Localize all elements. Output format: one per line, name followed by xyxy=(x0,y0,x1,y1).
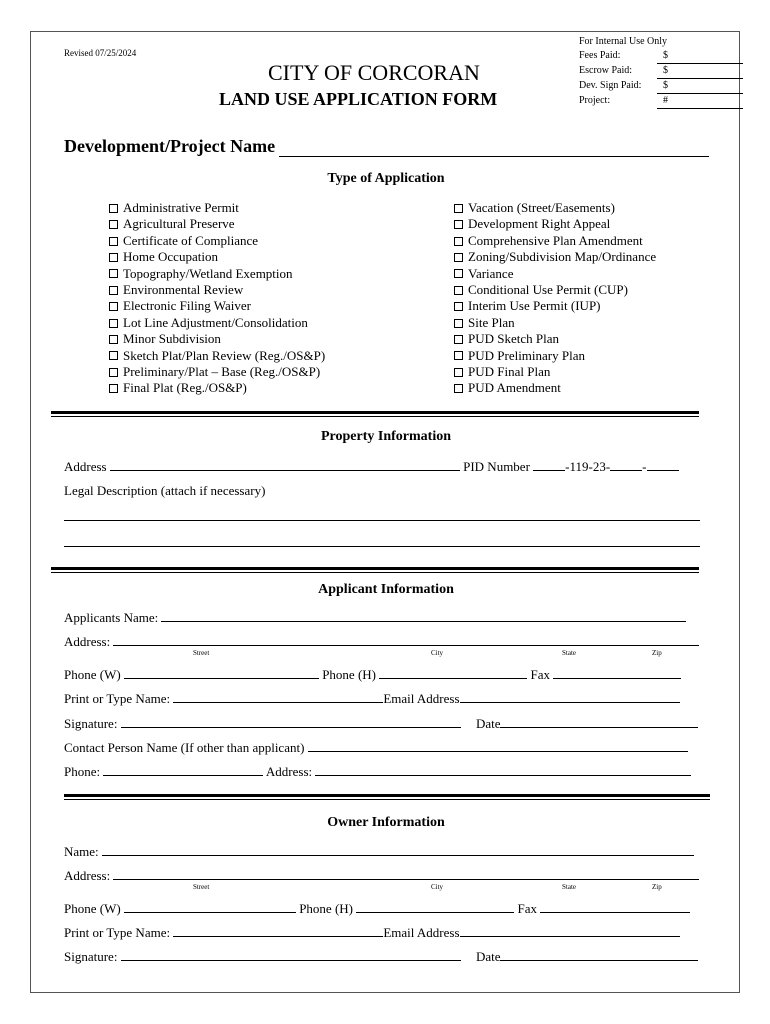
checkbox-item[interactable]: PUD Final Plan xyxy=(454,364,656,380)
owner-name-row xyxy=(64,843,694,860)
owner-date-field[interactable] xyxy=(500,948,698,961)
pid-label: PID Number xyxy=(463,459,530,474)
owner-name-label: Name: xyxy=(64,844,99,859)
applicant-zip-caption: Zip xyxy=(652,649,662,657)
applicant-signature-label: Signature: xyxy=(64,716,118,731)
checkbox-icon[interactable] xyxy=(109,335,118,344)
property-address-label: Address xyxy=(64,459,107,474)
owner-phone-h-field[interactable] xyxy=(356,900,514,913)
checkbox-icon[interactable] xyxy=(454,220,463,229)
owner-city-caption: City xyxy=(431,883,444,891)
checkbox-item[interactable]: Site Plan xyxy=(454,315,656,331)
section-divider xyxy=(51,411,699,417)
checkbox-item[interactable]: PUD Sketch Plan xyxy=(454,331,656,347)
checkbox-item[interactable]: Lot Line Adjustment/Consolidation xyxy=(109,315,325,331)
owner-signature-row xyxy=(64,948,698,965)
contact-person-label: Contact Person Name (If other than applicant) xyxy=(64,740,305,755)
checkbox-icon[interactable] xyxy=(454,204,463,213)
legal-description-line-2[interactable] xyxy=(64,546,700,547)
project-name-label: Development/Project Name xyxy=(64,136,276,156)
section-divider xyxy=(51,567,699,573)
owner-address-label: Address: xyxy=(64,868,111,883)
applicant-date-label: Date xyxy=(475,716,501,731)
owner-state-caption: State xyxy=(562,883,576,891)
owner-zip-caption: Zip xyxy=(652,883,662,891)
applicant-phone-h-field[interactable] xyxy=(379,666,527,679)
checkbox-item[interactable]: Preliminary/Plat – Base (Reg./OS&P) xyxy=(109,364,325,380)
project-number-label: Project: xyxy=(579,95,611,106)
applicant-fax-label: Fax xyxy=(530,667,550,682)
pid-part1-field[interactable] xyxy=(533,458,565,471)
owner-signature-label: Signature: xyxy=(64,949,118,964)
owner-address-field[interactable] xyxy=(113,867,699,880)
owner-street-caption: Street xyxy=(193,883,210,891)
applicant-street-caption: Street xyxy=(193,649,210,657)
checkbox-icon[interactable] xyxy=(109,269,118,278)
owner-phone-row xyxy=(64,900,690,917)
checkbox-icon[interactable] xyxy=(109,368,118,377)
checkbox-item[interactable]: Home Occupation xyxy=(109,249,325,265)
checkbox-item[interactable]: Conditional Use Permit (CUP) xyxy=(454,282,656,298)
checkbox-icon[interactable] xyxy=(109,286,118,295)
checkbox-item[interactable]: Environmental Review xyxy=(109,282,325,298)
pid-part2-field[interactable] xyxy=(610,458,642,471)
application-type-right-column xyxy=(454,200,656,397)
city-title: CITY OF CORCORAN xyxy=(268,60,480,85)
checkbox-icon[interactable] xyxy=(454,319,463,328)
fees-paid-field[interactable]: $ xyxy=(657,49,743,64)
checkbox-item[interactable]: Final Plat (Reg./OS&P) xyxy=(109,380,325,396)
checkbox-icon[interactable] xyxy=(454,286,463,295)
form-title: LAND USE APPLICATION FORM xyxy=(219,89,498,109)
checkbox-item[interactable]: PUD Amendment xyxy=(454,380,656,396)
applicant-phone-h-label: Phone (H) xyxy=(322,667,376,682)
owner-heading: Owner Information xyxy=(327,815,445,830)
contact-person-field[interactable] xyxy=(308,739,688,752)
checkbox-icon[interactable] xyxy=(454,253,463,262)
checkbox-icon[interactable] xyxy=(109,237,118,246)
checkbox-item[interactable]: Agricultural Preserve xyxy=(109,216,325,232)
checkbox-icon[interactable] xyxy=(454,302,463,311)
applicant-fax-field[interactable] xyxy=(553,666,681,679)
checkbox-icon[interactable] xyxy=(109,253,118,262)
checkbox-icon[interactable] xyxy=(109,220,118,229)
applicant-phone-w-field[interactable] xyxy=(124,666,319,679)
applicant-signature-row xyxy=(64,715,698,732)
applicant-print-name-row xyxy=(64,690,680,707)
applicant-print-name-field[interactable] xyxy=(173,690,383,703)
owner-phone-w-label: Phone (W) xyxy=(64,901,121,916)
contact-address-field[interactable] xyxy=(315,763,691,776)
owner-fax-field[interactable] xyxy=(540,900,690,913)
checkbox-item[interactable]: Variance xyxy=(454,266,656,282)
checkbox-icon[interactable] xyxy=(109,319,118,328)
applicant-address-field[interactable] xyxy=(113,633,699,646)
checkbox-item[interactable]: Administrative Permit xyxy=(109,200,325,216)
owner-print-name-label: Print or Type Name: xyxy=(64,925,171,940)
checkbox-icon[interactable] xyxy=(454,269,463,278)
dev-sign-paid-label: Dev. Sign Paid: xyxy=(579,80,642,91)
checkbox-item[interactable]: Zoning/Subdivision Map/Ordinance xyxy=(454,249,656,265)
owner-phone-w-field[interactable] xyxy=(124,900,296,913)
applicant-phone-row xyxy=(64,666,681,683)
escrow-paid-label: Escrow Paid: xyxy=(579,65,633,76)
project-name-field[interactable] xyxy=(279,138,709,157)
checkbox-icon[interactable] xyxy=(109,351,118,360)
legal-description-label: Legal Description (attach if necessary) xyxy=(64,483,266,498)
checkbox-icon[interactable] xyxy=(454,335,463,344)
application-type-heading: Type of Application xyxy=(327,171,445,186)
internal-use-title: For Internal Use Only xyxy=(579,36,668,47)
owner-email-field[interactable] xyxy=(460,924,680,937)
applicant-date-field[interactable] xyxy=(500,715,698,728)
fees-paid-label: Fees Paid: xyxy=(579,50,621,61)
applicant-print-name-label: Print or Type Name: xyxy=(64,691,171,706)
escrow-paid-field[interactable]: $ xyxy=(657,64,743,79)
internal-use-box xyxy=(579,35,743,109)
contact-address-label: Address: xyxy=(265,764,313,779)
property-heading: Property Information xyxy=(321,429,451,444)
applicant-city-caption: City xyxy=(431,649,444,657)
project-name-row xyxy=(64,136,709,157)
owner-fax-label: Fax xyxy=(517,901,537,916)
owner-name-field[interactable] xyxy=(102,843,694,856)
applicant-name-label: Applicants Name: xyxy=(64,610,159,625)
contact-phone-label: Phone: xyxy=(64,764,101,779)
dev-sign-paid-field[interactable]: $ xyxy=(657,79,743,94)
owner-print-name-row xyxy=(64,924,680,941)
pid-part3-field[interactable] xyxy=(647,458,679,471)
applicant-address-label: Address: xyxy=(64,634,111,649)
checkbox-item[interactable]: PUD Preliminary Plan xyxy=(454,348,656,364)
contact-person-row xyxy=(64,739,688,756)
checkbox-icon[interactable] xyxy=(109,302,118,311)
property-address-field[interactable] xyxy=(110,458,460,471)
property-address-row: Address PID Number -119-23- - xyxy=(64,458,679,475)
checkbox-icon[interactable] xyxy=(109,384,118,393)
owner-date-label: Date xyxy=(475,949,501,964)
owner-email-label: Email Address xyxy=(383,925,460,940)
applicant-phone-w-label: Phone (W) xyxy=(64,667,121,682)
checkbox-icon[interactable] xyxy=(454,384,463,393)
owner-signature-field[interactable] xyxy=(121,948,461,961)
checkbox-icon[interactable] xyxy=(454,368,463,377)
owner-phone-h-label: Phone (H) xyxy=(299,901,353,916)
applicant-email-label: Email Address xyxy=(383,691,460,706)
checkbox-item[interactable]: Topography/Wetland Exemption xyxy=(109,266,325,282)
legal-description-line-1[interactable] xyxy=(64,520,700,521)
checkbox-item[interactable]: Minor Subdivision xyxy=(109,331,325,347)
checkbox-icon[interactable] xyxy=(454,351,463,360)
applicant-name-field[interactable] xyxy=(161,609,686,622)
application-type-left-column xyxy=(109,200,325,397)
checkbox-item[interactable]: Certificate of Compliance xyxy=(109,233,325,249)
checkbox-icon[interactable] xyxy=(454,237,463,246)
checkbox-item[interactable]: Electronic Filing Waiver xyxy=(109,298,325,314)
contact-phone-field[interactable] xyxy=(103,763,263,776)
checkbox-item[interactable]: Interim Use Permit (IUP) xyxy=(454,298,656,314)
checkbox-item[interactable]: Comprehensive Plan Amendment xyxy=(454,233,656,249)
applicant-email-field[interactable] xyxy=(460,690,680,703)
checkbox-item[interactable]: Development Right Appeal xyxy=(454,216,656,232)
applicant-heading: Applicant Information xyxy=(318,582,454,597)
applicant-address-row xyxy=(64,633,699,650)
section-divider xyxy=(64,794,710,800)
form-page xyxy=(30,31,740,993)
revised-date: Revised 07/25/2024 xyxy=(64,48,137,58)
checkbox-item[interactable]: Sketch Plat/Plan Review (Reg./OS&P) xyxy=(109,348,325,364)
project-number-field[interactable]: # xyxy=(657,94,743,109)
applicant-name-row xyxy=(64,609,686,626)
contact-phone-row xyxy=(64,763,691,780)
checkbox-item[interactable]: Vacation (Street/Easements) xyxy=(454,200,656,216)
owner-address-row xyxy=(64,867,699,884)
checkbox-icon[interactable] xyxy=(109,204,118,213)
applicant-state-caption: State xyxy=(562,649,576,657)
applicant-signature-field[interactable] xyxy=(121,715,461,728)
owner-print-name-field[interactable] xyxy=(173,924,383,937)
